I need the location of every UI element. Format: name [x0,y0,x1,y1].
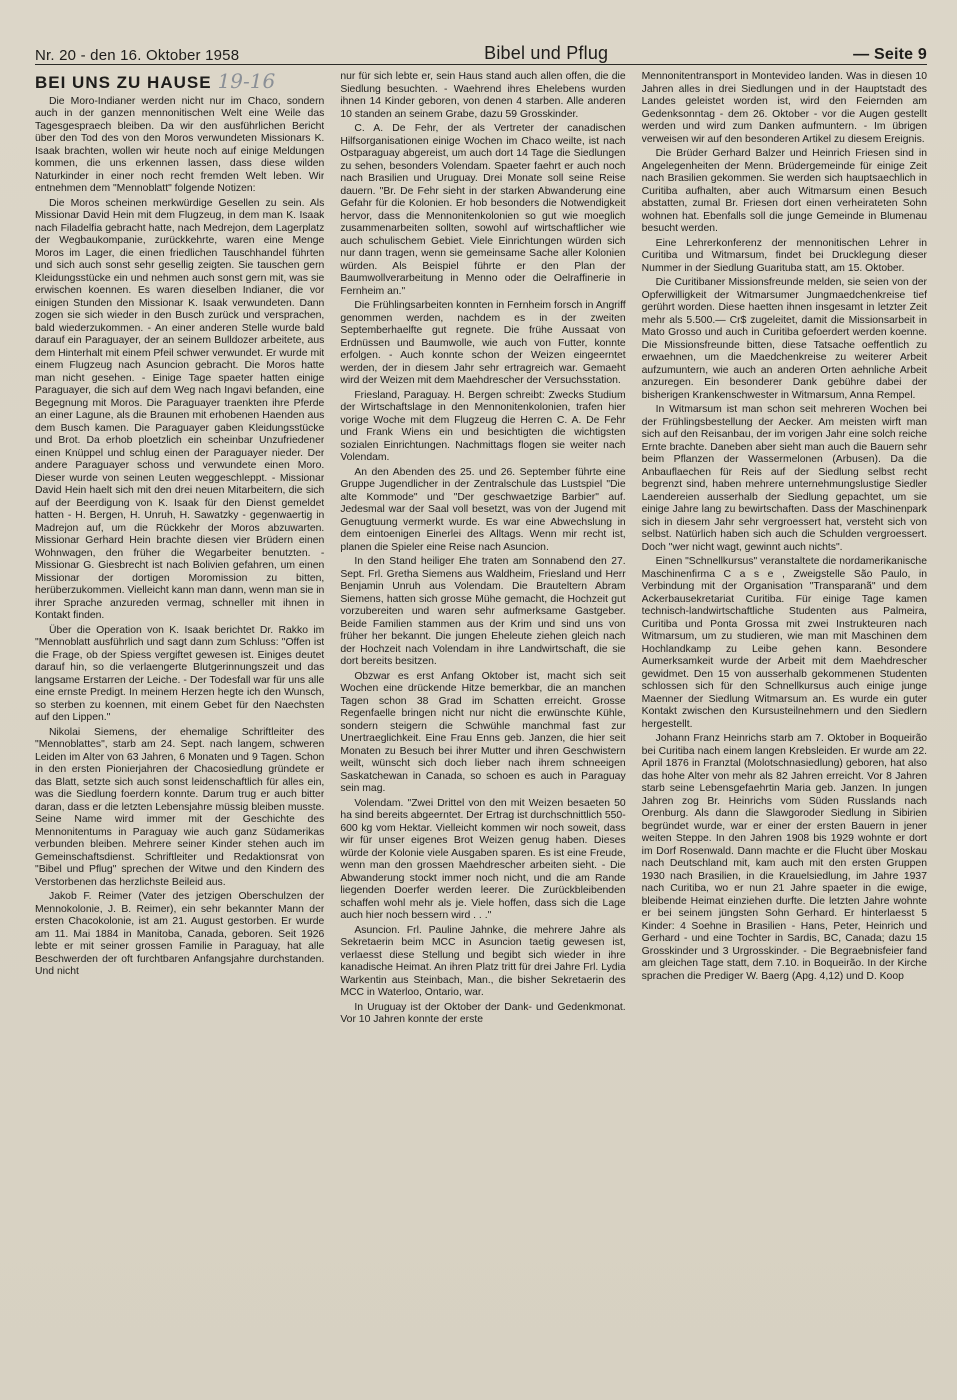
paragraph: Über die Operation von K. Isaak berichtet Dr. Rakko im "Mennoblatt ausführlich und sagt dann zum Schluss: "Offen ist die Frage, ob der Spiess vergiftet gewesen ist. Einiges deutet darauf hin, so die verlaengerte Blutgerinnungszeit und das langsame Erstarren der Leiche. - Der Todesfall war für uns alle eine ernste Predigt. In meinem Herzen hegte ich den Wunsch, so sterben zu koennen, mit einem Gebet für den Naechsten auf den Lippen." [35,624,325,723]
paragraph: Die Frühlingsarbeiten konnten in Fernheim forsch in Angriff genommen werden, nachdem es in der zweiten Septemberhaelfte gut regnete. Die frühe Aussaat von Erdnüssen und Baumwolle, wie auch von Futter, konnte erfolgen. - Auch konnte schon der Weizen eingeerntet werden, der in diesem Jahr sehr ertragreich war. Gemaeht wird der Weizen mit dem Maehdrescher der Versuchsstation. [340,300,626,386]
masthead [35,30,927,65]
page-number: — Seite 9 [853,46,927,63]
paragraph: Obzwar es erst Anfang Oktober ist, macht sich seit Wochen eine drückende Hitze bemerkbar, die an manchen Tagen schon 38 Grad im Schatten erreicht. Grosse Regenfaelle bringen nicht nur nicht die erwünschte Kühle, sondern steigern die Schwühle manchmal fast zur Unertraeglichkeit. Eine Frau Enns geb. Janzen, die hier seit Monaten zu Besuch bei ihrer Mutter und ihren Geschwistern weilt, wünscht sich doch lieber nach ihrem schneeigen Saskatchewan in Canada, so schoen es auch in Paraguay sein mag. [340,670,626,794]
pencil-annotation: 19-16 [217,71,276,93]
paragraph: Volendam. "Zwei Drittel von den mit Weizen besaeten 50 ha sind bereits abgeerntet. Der Ertrag ist durchschnittlich 550-600 kg vom Hektar. Vielleicht kommen wir noch soweit, dass wir für unser eigenes Brot Weizen genug haben. Dieses würde der Kolonie viele Ausgaben sparen. Es ist eine Freude, wenn man den grossen Maehdrescher arbeiten sieht. - Die Abwanderung stockt immer noch nicht, und die am Rande liegenden Doerfer werden leerer. Die Zurückbleibenden schaffen wohl mehr als je. Viele hoffen, dass sich die Lage auch hier noch bessern wird . . ." [340,797,626,921]
paragraph: Jakob F. Reimer (Vater des jetzigen Oberschulzen der Mennokolonie, J. B. Reimer), ein sehr bekannter Mann der ersten Chacokolonie, ist am 21. August gestorben. Er wurde am 11. Mai 1884 in Manitoba, Canada, geboren. Seit 1926 lebte er mit seiner grossen Familie in Paraguay, hat alle Beschwerden der oft furchtbaren Anfangsjahre durchstanden. Und nicht [35,891,325,977]
paragraph: Eine Lehrerkonferenz der mennonitischen Lehrer in Curitiba und Witmarsum, findet bei Drucklegung dieser Nummer in der Siedlung Guarituba statt, am 15. Oktober. [641,237,927,274]
column-2 [340,71,625,1391]
columns [35,71,927,1391]
column-1 [35,71,324,1391]
paragraph: Nikolai Siemens, der ehemalige Schriftleiter des "Mennoblattes", starb am 24. Sept. nach langem, schweren Leiden im Alter von 63 Jahren, 6 Monaten und 9 Tagen. Schon in den ersten Pionierjahren der Chacosiedlung gründete er das Blatt, setzte sich auch sonst leidenschaftlich für alles ein, was die Siedlung foerdern konnte. Darum trug er auch bitter daran, dass er die letzten Lebensjahre müssig bleiben musste. Seine Name wird immer mit der Geschichte des Mennonitentums in Paraguay wie auch ganz Südamerikas verbunden bleiben. Mehrere seiner Kinder stehen auch im Gemeinschaftsdienst. Schriftleiter und Redaktionsrat von "Bibel und Pflug" sprechen der Witwe und den Kindern des Verstorbenen das herzlichste Beileid aus. [35,726,325,888]
issue-date: Nr. 20 - den 16. Oktober 1958 [35,47,240,64]
paragraph: In Witmarsum ist man schon seit mehreren Wochen bei der Frühlingsbestellung der Aecker. Am meisten wirft man sich auf den Reisanbau, der im vorigen Jahr eine solch reiche Ernte brachte. Daneben aber sieht man auch die Bauern sehr beim Pflanzen der Wassermelonen (Arbusen). Da die Anbauflaechen für Reis auf der Siedlung selbst recht begrenzt sind, haben mehrere unternehmungslustige Siedler Laendereien ausserhalb der Siedlung gepachtet, um sie einige Jahre lang zu bewirtschaften. Dass der Maschinenpark sich in diesem Jahr sehr vergroessert hat, versteht sich von selbst. Natürlich haben sich auch die Schulden vergroessert. Doch "wer nicht wagt, gewinnt auch nichts". [641,404,927,553]
paragraph: In Uruguay ist der Oktober der Dank- und Gedenkmonat. Vor 10 Jahren konnte der erste [340,1001,626,1025]
paragraph: Die Brüder Gerhard Balzer und Heinrich Friesen sind in Angelegenheiten der Menn. Brüdergemeinde für einige Zeit nach Brasilien gekommen. Sie werden sich hauptsaechlich in Curitiba aufhalten, aber auch Witmarsum einen Besuch abstatten, zumal Br. Friesen dort einen verheirateten Sohn wohnen hat. Ebenfalls soll die junge Gemeinde in Blumenau besucht werden. [641,148,927,234]
paper-title: Bibel und Pflug [484,43,609,63]
paragraph: In den Stand heiliger Ehe traten am Sonnabend den 27. Sept. Frl. Gretha Siemens aus Waldheim, Friesland und Herr Benjamin Unruh aus Volendam. Die Brauteltern Abram Siemens, hatten sich grosse Mühe gemacht, die Hochzeit gut vorzubereiten und waren sehr aufmerksame Gastgeber. Beide Familien stammen aus der Krim und sind uns von früher her bekannt. Die jungen Eheleute ziehen gleich nach der Hochzeit nach Volendam in ihre Landwirtschaft, die sie dort bereits besitzen. [340,556,626,667]
paragraph: Asuncion. Frl. Pauline Jahnke, die mehrere Jahre als Sekretaerin beim MCC in Asuncion taetig gewesen ist, verlaesst diese Stellung und begibt sich wieder in ihre kanadische Heimat. An ihren Platz tritt für drei Jahre Frl. Lydia Warkentin aus Steinbach, Man., die bisher Sekretaerin des MCC in Waterloo, Ontario, war. [340,924,626,998]
paragraph: Die Curitibaner Missionsfreunde melden, sie seien von der Opferwilligkeit der Witmarsumer Jungmaedchenkreise tief gerührt worden. Diese haetten ihnen insgesamt in letzter Zeit mehr als 5.500.— Cr$ zugeleitet, damit die Missionsarbeit in Mato Grosso und auch in Curitiba gefoerdert werden koenne. Die Missionsfreunde bitten, diese Tatsache oeffentlich zu erwaehnen, um die Maedchenkreise zu weiterer Arbeit aufzumuntern, wie auch an anderen Orten aehnliche Arbeit anzuregen. Ein besonderer Dank gebühre dabei der bisherigen Krankenschwester in Witmarsum, Anna Rempel. [641,277,927,401]
paragraph: Mennonitentransport in Montevideo landen. Was in diesen 10 Jahren alles in drei Siedlungen und in der Hauptstadt des Landes geleistet worden ist, wird den Feiernden am Gedenksonntag - dem 26. Oktober - vor die Augen gestellt werden und wird zum Danken aufmuntern. - Im übrigen verweisen wir auf den besonderen Artikel zu diesem Ereignis. [641,71,927,145]
paragraph: Einen "Schnellkursus" veranstaltete die nordamerikanische Maschinenfirma C a s e , Zweigstelle São Paulo, in Verbindung mit der Organisation "Transparanã" und dem Ackerbausekretariat Curitiba. Für einige Tage kamen technisch-landwirtschaftliche Studenten aus Palmeira, Curitiba und Ponta Grossa mit zwei Instrukteuren nach Witmarsum, um zu studieren, wie man mit Maschinen dem Hochlandkamp zu Leibe gehen kann. Besondere Aumerksamkeit wurde der Arbeit mit dem Maehdrescher gewidmet. Den 15 von ausserhalb gekommenen Studenten schlossen sich für den Schnellkursus auch einige junge Maenner der Siedlung Witmarsum an. Es wurde ein guter Kontakt zwischen den Kursusteilnehmern und den Siedlern hergestellt. [641,556,927,730]
paragraph: C. A. De Fehr, der als Vertreter der canadischen Hilfsorganisationen einige Wochen im Chaco weilte, ist nach Ostparaguay abgereist, um auch dort 14 Tage die Siedlungen zu sehen, besonders Volendam. Spaeter faehrt er auch noch nach Brasilien und Uruguay. Drei Monate soll seine Reise dauern. "Br. De Fehr sieht in der starken Abwanderung eine Gefahr für die Kolonien. Er hob besonders die Notwendigkeit hervor, dass die Mennonitenkolonien so gut wie moeglich zusammenarbeiten sollten, sowohl auf wirtschaftlicher wie auch schulischem Gebiet. Viele Einrichtungen würden sich nur dann tragen, wenn sie gemeinsame Sache aller Kolonien würden. Als Beispiel führte er den Plan der Baumwollverarbeitung in Menno oder die Oelraffinerie in Fernheim an." [340,123,626,297]
section-title: BEI UNS ZU HAUSE [35,73,212,92]
column-3 [642,71,927,1391]
paragraph: Johann Franz Heinrichs starb am 7. Oktober in Boqueirão bei Curitiba nach einem langen Krebsleiden. Er wurde am 22. April 1876 in Franztal (Molotschnasiedlung) geboren, hat also das hohe Alter von mehr als 82 Jahren erreicht. Vor 8 Jahren starb seine Lebensgefaehrtin Maria geb. Janzen. In jungen Jahren zog Br. Heinrichs vom Süden Russlands nach Orenburg. Als dann die Slawgoroder Siedlung in Sibirien begründet wurde, war er einer der ersten Bauern in jener weiten Steppe. In den Jahren 1908 bis 1929 wohnte er dort im Dorf Rosenwald. Dann machte er die Flucht über Moskau nach Deutschland mit, kam auch mit den ersten Gruppen 1930 nach Brasilien, in die Krauelsiedlung, im Jahre 1937 nach Curitiba, wo er nun 21 Jahre spaeter in die ewige, bleibende Heimat einziehen durfte. Die letzten Jahre wohnte er bei seinem jüngsten Sohn Gerhard. Er hinterlaesst 5 Kinder: 4 Soehne in Brasilien - Hans, Peter, Heinrich und Gerhard - und eine Tochter in Sardis, BC, Canada; dazu 15 Grosskinder und 3 Urgrosskinder. - Die Begraebnisfeier fand am gleichen Tage statt, dem 7.10. in Boqueirão. In der Kirche sprachen die Prediger W. Baerg (Apg. 4,12) und D. Koop [641,733,927,982]
paragraph: An den Abenden des 25. und 26. September führte eine Gruppe Jugendlicher in der Zentralschule das Lustspiel "Die alte Kommode" und "Der geschwaetzige Barbier" auf. Jedesmal war der Saal voll besetzt, was von der Jugend mit Genugtuung vermerkt wurde. Es war eine Abwechslung in dem eintoenigen Einerlei des Alltags. Wenn mir recht ist, planen die Spieler eine Reise nach Asuncion. [340,466,626,553]
paragraph: Die Moro-Indianer werden nicht nur im Chaco, sondern auch in der ganzen mennonitischen Welt eine Weile das Tagesgespraech bleiben. Da wir den ausführlichen Bericht über den Tod des von den Moros verwundeten Missionars K. Isaak brachten, wollen wir heute noch auf einige Meldungen kommen, die uns erkennen lassen, dass diese wilden Naturkinder in einer noch recht fremden Welt leben. Wir entnehmen dem "Mennoblatt" folgende Notizen: [35,95,325,194]
paragraph: nur für sich lebte er, sein Haus stand auch allen offen, die die Siedlung besuchten. - Waehrend ihres Ehelebens wurden ihnen 14 Kinder geboren, von denen 4 starben. Alle anderen 10 standen an seinem Grabe, dazu 59 Grosskinder. [340,71,626,120]
section-heading [35,71,324,93]
paragraph: Friesland, Paraguay. H. Bergen schreibt: Zwecks Studium der Wirtschaftslage in den Mennonitenkolonien, trafen hier vorige Woche mit dem Flugzeug die Herren C. A. De Fehr und Frank Wiens ein und besichtigten die wichtigsten sozialen Einrichtungen. Nachmittags flogen sie weiter nach Volendam. [340,389,626,463]
paragraph: Die Moros scheinen merkwürdige Gesellen zu sein. Als Missionar David Hein mit dem Flugzeug, in dem man K. Isaak nach Filadelfia gebracht hatte, nach Medrejon, dem Lagerplatz der Wegbaukompanie, zurückkehrte, waren eine Menge Moros im Lager, die einen friedlichen Tauschhandel führten und sich auch sonst sehr gesellig zeigten. Sie tauschen gern Kleidungsstücke ein und nehmen auch sonst gern mit, was sie erwischen koennen. Es waren dieselben Indianer, die vor einigen Stunden den Missionar K. Isaak verwundeten. Dann zogen sie sich wieder in den Busch zurück und versprachen, bald wiederzukommen. - An einer anderen Stelle wurde bald darauf ein Paraguayer, der an seinem Bulldozer arbeitete, aus dem Hinterhalt mit einem Pfeil schwer verwundet. Er wurde mit einem Flugzeug nach Asuncion gebracht. Die Moros hatte man nicht gesehen. - Einige Tage spaeter hatten einige Paraguayer, die sich auf dem Weg nach Ingavi befanden, eine Begegnung mit Moros. Die Paraguayer traenkten ihre Pferde an einer Lagune, als die Braunen mit erhobenen Haenden aus dem Busch kamen. Die Paraguayer gaben Kleidungsstücke und Brot. Da erhob ploetzlich ein scheinbar Unzufriedener einen Knüppel und schlug einen der Paraguayer nieder. Der andere Paraguayer schoss und verwundete einen Moro. Dieser wurde von seinen Leuten weggeschleppt. - Missionar David Hein haelt sich mit den drei neuen Mitarbeitern, die sich auf der Beerdigung von K. Isaak für den Dienst gemeldet hatten - H. Bergen, H. Unruh, H. Sawatzky - gegenwaertig in Madrejon auf, um die Rückkehr der Moros abzuwarten. Missionar Gerhard Hein brachte diesen vier Brüdern einen Wohnwagen, den früher die Wegarbeiter benutzten. - Missionar G. Giesbrecht ist nach Bolivien gefahren, um einen Missionar der dortigen Moromission zu bitten, herüberzukommen. Vielleicht kann man dann, wenn man sie in ihrer Sprache anzureden vermag, schneller mit ihnen in Kontakt finden. [35,197,325,621]
